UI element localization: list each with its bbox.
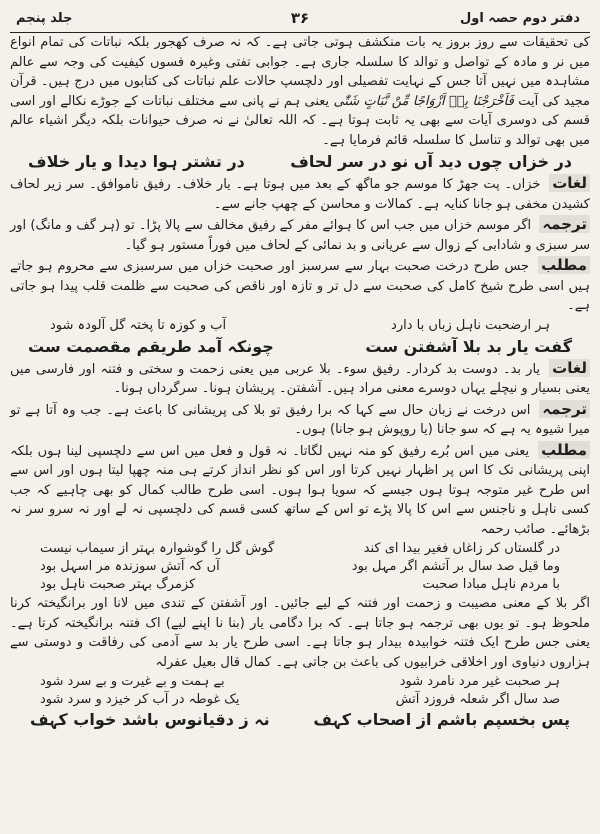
page-header xyxy=(10,6,590,33)
section-heading: ترجمہ xyxy=(539,400,590,418)
verse: گفت یار بد بلا آشفتن ست چونکہ آمد طریقم مقصمت ست xyxy=(28,336,572,356)
lughat-paragraph: لغات یار بد۔ دوست بد کردار۔ رفیق سوء۔ بلا عربی میں یعنی زحمت و سختی و فتنہ اور فارسی میں یعنی بسیار و نیچلے یہاں دوسرے معنی مراد ہیں۔ آشفتن۔ پریشان ہونا۔ سرگرداں ہونا۔ xyxy=(10,358,590,396)
paragraph: کی تحقیقات سے روز بروز یہ بات منکشف ہوتی جاتی ہے۔ کہ نہ صرف کھجور بلکہ نباتات کی تمام انواع میں نر و مادہ کے تواصل و توالد کا سلسلہ جاری ہے۔ جوابی تفتی وغیرہ فسوں کیفیت کی وجہ سے عالم مشاہدہ میں نہیں آتا جس کے نہایت تفصیلی اور دلچسپ حالات علم نباتات کی کتابوں میں درج ہیں۔ قرآن مجید کی آیت فَاَخْرَجْنَا بِهٖ اَزْوَاجًا مِّنْ نَّبَاتٍ شَتّٰی یعنی ہم نے پانی سے مختلف نباتات کے جوڑے نکالے اور اسی قسم کی دوسری آیات سے بھی یہ ثابت ہوتا ہے۔ کہ اللہ تعالیٰ نے نہ صرف حیوانات بلکہ دیگر اشیاء عالم میں بھی توالد و تناسل کا سلسلہ قائم فرمایا ہے۔ xyxy=(10,35,591,148)
couplet: در گلستاں کر زاغاں فغیر بیدا ای کند گوش گل را گوشوارہ بہتر از سیماب نیست xyxy=(40,541,560,556)
section-heading: مطلب xyxy=(538,441,590,459)
matlab-paragraph: مطلب یعنی میں اس بُرے رفیق کو منہ نہیں لگاتا۔ نہ قول و فعل میں اس سے دلچسپی لینا ہوں بلکہ اپنی پریشانی تک کا اس پر اظہار نہیں کرتا اور اس کو نظر انداز کرتے ہی منہ چھپا لیتا ہوں اور اس سے اس طرح غیر متوجہ ہوتا ہوں جیسے کہ سویا ہوا ہوں۔ اسی طرح طالب کمال کو بھی چاہیے کہ جب کسی ناہل و ناجنس سے اس کا پالا پڑے تو اس کے ساتھ کسی قسم کی دلچسپی نہ لے اور نہ سرو سر نہ بڑھائے۔ صائب رحمہ xyxy=(10,440,590,537)
lughat-paragraph: لغات خزاں۔ پت جھڑ کا موسم جو ماگھ کے بعد میں ہوتا ہے۔ یار خلاف۔ رفیق ناموافق۔ سر زیر لحاف کشیدن مخفی ہو جانا کنایہ ہے۔ کمالات و محاسن کے چھپ جانے سے۔ xyxy=(10,174,590,212)
section-heading: ترجمہ xyxy=(539,215,590,233)
tarjuma-paragraph: ترجمہ اگر موسم خزاں میں جب اس کا ہوائے مفر کے رفیق مخالف سے پالا پڑا۔ تو (ہر گف و مانگ) اور سر سبزی و شادابی کے زوال سے عریانی و بد نمائی کے لحاف میں فوراً مستور ہو گیا۔ xyxy=(10,215,590,253)
section-heading: لغات xyxy=(549,359,590,377)
section-heading: لغات xyxy=(549,174,590,192)
tarjuma-paragraph: ترجمہ اس درخت نے زبان حال سے کہا کہ برا رفیق تو بلا کی پریشانی کا باعث ہے۔ جب وہ آتا ہے تو میرا شیوہ یہ ہے کہ سو جانا (یا روپوش ہو جانا) ہوں۔ xyxy=(10,399,590,437)
couplets-block xyxy=(10,673,590,709)
couplet: با مردم ناہل مبادا صحبت کزمرگ بہتر صحبت ناہل بود xyxy=(40,577,560,592)
couplet: صد سال اگر شعلہ فروزد آتش یک غوطہ در آب کر خیزد و سرد شود xyxy=(40,692,560,707)
couplet: وما قیل صد سال بر آتشم اگر مہل بود آں کہ آتش سوزندہ مر اسہل بود xyxy=(40,559,560,574)
book-title: دفتر دوم حصہ اول xyxy=(459,11,580,26)
final-verse: پس بخسپم باشم از اصحاب کہف نہ ز دقیانوس باشد خواب کہف xyxy=(30,710,570,729)
volume-label: جلد پنجم xyxy=(16,11,73,26)
page-number: ۳۶ xyxy=(290,9,310,27)
verse: در خزاں چوں دید آں نو در سر لحاف در تشتر ہوا دیدا و یار خلاف xyxy=(28,152,572,171)
paragraph: اگر بلا کے معنی مصیبت و زحمت اور فتنہ کے لیے جائیں۔ اور آشفتن کے تندی میں لانا اور برانگیختہ کرنا ملحوظ ہو۔ تو یوں بھی ترجمہ ہو جاتا ہے۔ کہ برا دگامی یار (بنا نا اپنے لیے) اک فتنہ برانگیختہ کرتا ہے۔ یعنی جس طرح ایک فتنہ خوابیدہ بیدار ہو جاتا ہے۔ اسی طرح یار بد سے آدمی کی رفاقت و دوستی سے ہزاروں دنیاوی اور اخلاقی خرابیوں کی باعث بن جاتی ہے۔ کمال قال بعیل عفرلہ xyxy=(10,596,590,670)
couplets-block xyxy=(10,540,590,594)
verse: ہر ارضحبت ناہل زباں با دارد آب و کوزہ تا پختہ گل آلودہ شود xyxy=(50,317,550,333)
page-content xyxy=(10,33,590,731)
quran-phrase: فَاَخْرَجْنَا بِهٖ اَزْوَاجًا مِّنْ نَّبَاتٍ شَتّٰی xyxy=(333,93,514,109)
matlab-paragraph: مطلب جس طرح درخت صحبت بہار سے سرسبز اور صحبت خزاں میں سرسبزی سے محروم ہو جاتے ہیں اسی طرح شیخ کامل کی صحبت سے دل تر و تازہ اور ناقص کی صحبت سے ظلمت قلب پیدا ہو جاتی ہے۔ xyxy=(10,256,590,313)
couplet: ہر صحبت غیر مرد نامرد شود بے ہمت و بے غیرت و بے سرد شود xyxy=(40,674,560,689)
section-heading: مطلب xyxy=(538,256,590,274)
